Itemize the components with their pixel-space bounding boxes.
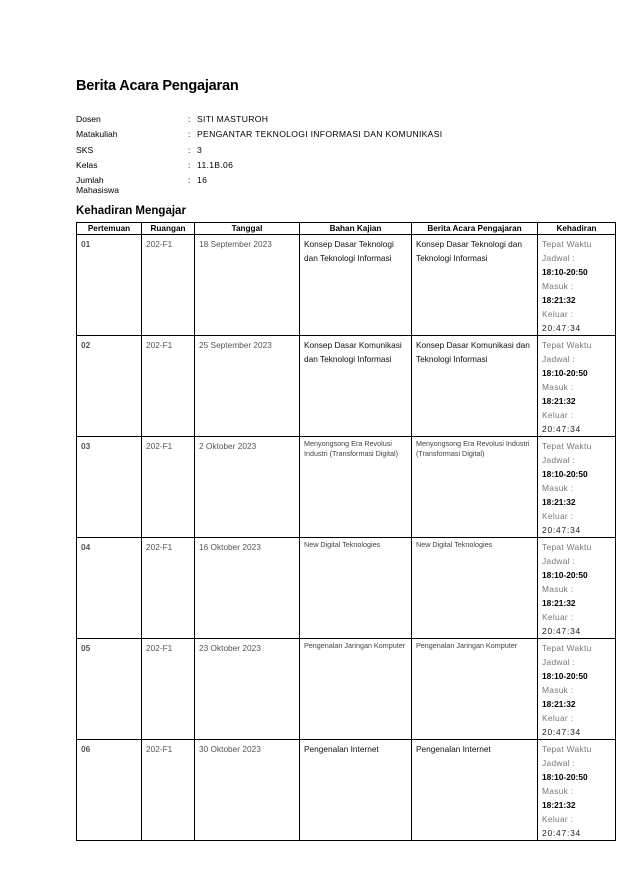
table-row — [77, 639, 616, 740]
info-value: SITI MASTUROH — [197, 114, 269, 124]
header-pertemuan: Pertemuan — [77, 223, 142, 235]
masuk-value: 18:21:32 — [542, 396, 576, 406]
masuk-label: Masuk : — [542, 281, 574, 291]
keluar-label: Keluar : — [542, 410, 574, 420]
cell-kehadiran — [538, 235, 616, 336]
info-label: Kelas — [76, 159, 98, 170]
info-value: 11.1B.06 — [197, 159, 234, 170]
table-row — [77, 538, 616, 639]
cell-bahan-kajian: Konsep Dasar Komunikasi dan Teknologi Informasi — [300, 336, 412, 437]
attendance-table — [76, 222, 616, 841]
jadwal-value: 18:10-20:50 — [542, 368, 588, 378]
keluar-value: 20:47:34 — [542, 323, 582, 333]
cell-ruangan: 202-F1 — [142, 437, 195, 538]
cell-bahan-kajian — [300, 437, 412, 538]
keluar-label: Keluar : — [542, 713, 574, 723]
keluar-value: 20:47:34 — [542, 424, 582, 434]
status-text: Tepat Waktu — [542, 643, 592, 653]
berita-text: New Digital Teknologies — [416, 540, 493, 549]
info-colon: : — [188, 175, 191, 186]
cell-ruangan: 202-F1 — [142, 235, 195, 336]
cell-ruangan: 202-F1 — [142, 639, 195, 740]
status-text: Tepat Waktu — [542, 542, 592, 552]
header-berita-acara: Berita Acara Pengajaran — [412, 223, 538, 235]
cell-tanggal: 30 Oktober 2023 — [195, 740, 300, 841]
jadwal-label: Jadwal : — [542, 657, 576, 667]
cell-tanggal: 16 Oktober 2023 — [195, 538, 300, 639]
cell-ruangan: 202-F1 — [142, 336, 195, 437]
status-text: Tepat Waktu — [542, 239, 592, 249]
status-text: Tepat Waktu — [542, 441, 592, 451]
berita-text: Menyongsong Era Revolusi Industri (Transformasi Digital) — [416, 439, 530, 458]
bahan-text: New Digital Teknologies — [304, 540, 381, 549]
table-row — [77, 740, 616, 841]
info-value: 16 — [197, 175, 208, 186]
cell-kehadiran — [538, 740, 616, 841]
keluar-value: 20:47:34 — [542, 727, 582, 737]
cell-kehadiran — [538, 639, 616, 740]
table-row — [77, 437, 616, 538]
masuk-label: Masuk : — [542, 685, 574, 695]
table-row — [77, 235, 616, 336]
bahan-text: Menyongsong Era Revolusi Industri (Transformasi Digital) — [304, 439, 398, 458]
berita-text: Pengenalan Jaringan Komputer — [416, 641, 518, 650]
cell-pertemuan: 01 — [77, 235, 142, 336]
jadwal-value: 18:10-20:50 — [542, 671, 588, 681]
page-title: Berita Acara Pengajaran — [76, 78, 239, 94]
keluar-value: 20:47:34 — [542, 525, 582, 535]
cell-pertemuan: 05 — [77, 639, 142, 740]
masuk-label: Masuk : — [542, 382, 574, 392]
masuk-value: 18:21:32 — [542, 497, 576, 507]
cell-bahan-kajian: Pengenalan Internet — [300, 740, 412, 841]
cell-berita-acara: Pengenalan Internet — [412, 740, 538, 841]
jadwal-label: Jadwal : — [542, 556, 576, 566]
info-value: 3 — [197, 144, 203, 155]
cell-kehadiran — [538, 437, 616, 538]
jadwal-label: Jadwal : — [542, 455, 576, 465]
masuk-value: 18:21:32 — [542, 295, 576, 305]
cell-kehadiran — [538, 336, 616, 437]
keluar-label: Keluar : — [542, 612, 574, 622]
cell-berita-acara — [412, 538, 538, 639]
keluar-label: Keluar : — [542, 309, 574, 319]
info-label: Dosen — [76, 114, 101, 124]
cell-bahan-kajian: Konsep Dasar Teknologi dan Teknologi Informasi — [300, 235, 412, 336]
cell-tanggal: 25 September 2023 — [195, 336, 300, 437]
keluar-value: 20:47:34 — [542, 626, 582, 636]
header-kehadiran: Kehadiran — [538, 223, 616, 235]
cell-tanggal: 18 September 2023 — [195, 235, 300, 336]
cell-tanggal: 2 Oktober 2023 — [195, 437, 300, 538]
cell-berita-acara: Konsep Dasar Komunikasi dan Teknologi Informasi — [412, 336, 538, 437]
info-colon: : — [188, 144, 191, 155]
masuk-value: 18:21:32 — [542, 598, 576, 608]
masuk-label: Masuk : — [542, 786, 574, 796]
keluar-label: Keluar : — [542, 511, 574, 521]
keluar-label: Keluar : — [542, 814, 574, 824]
cell-berita-acara — [412, 437, 538, 538]
masuk-label: Masuk : — [542, 584, 574, 594]
cell-ruangan: 202-F1 — [142, 538, 195, 639]
info-value: PENGANTAR TEKNOLOGI INFORMASI DAN KOMUNIKASI — [197, 129, 443, 140]
jadwal-label: Jadwal : — [542, 253, 576, 263]
cell-pertemuan: 03 — [77, 437, 142, 538]
jadwal-value: 18:10-20:50 — [542, 570, 588, 580]
info-colon: : — [188, 129, 191, 140]
table-row — [77, 336, 616, 437]
cell-bahan-kajian — [300, 639, 412, 740]
cell-pertemuan: 06 — [77, 740, 142, 841]
cell-ruangan: 202-F1 — [142, 740, 195, 841]
info-colon: : — [188, 114, 191, 124]
masuk-label: Masuk : — [542, 483, 574, 493]
status-text: Tepat Waktu — [542, 340, 592, 350]
header-ruangan: Ruangan — [142, 223, 195, 235]
cell-tanggal: 23 Oktober 2023 — [195, 639, 300, 740]
jadwal-value: 18:10-20:50 — [542, 469, 588, 479]
jadwal-label: Jadwal : — [542, 758, 576, 768]
cell-bahan-kajian — [300, 538, 412, 639]
cell-pertemuan: 04 — [77, 538, 142, 639]
cell-berita-acara: Konsep Dasar Teknologi dan Teknologi Informasi — [412, 235, 538, 336]
header-bahan-kajian: Bahan Kajian — [300, 223, 412, 235]
keluar-value: 20:47:34 — [542, 828, 582, 838]
bahan-text: Pengenalan Jaringan Komputer — [304, 641, 406, 650]
info-colon: : — [188, 159, 191, 170]
masuk-value: 18:21:32 — [542, 800, 576, 810]
jadwal-label: Jadwal : — [542, 354, 576, 364]
info-label: SKS — [76, 144, 94, 155]
info-label: Matakuliah — [76, 129, 118, 140]
masuk-value: 18:21:32 — [542, 699, 576, 709]
jadwal-value: 18:10-20:50 — [542, 772, 588, 782]
cell-berita-acara — [412, 639, 538, 740]
cell-pertemuan: 02 — [77, 336, 142, 437]
cell-kehadiran — [538, 538, 616, 639]
status-text: Tepat Waktu — [542, 744, 592, 754]
header-tanggal: Tanggal — [195, 223, 300, 235]
info-label: Jumlah Mahasiswa — [76, 175, 119, 196]
section-title: Kehadiran Mengajar — [76, 205, 186, 217]
table-header-row — [77, 223, 616, 235]
jadwal-value: 18:10-20:50 — [542, 267, 588, 277]
